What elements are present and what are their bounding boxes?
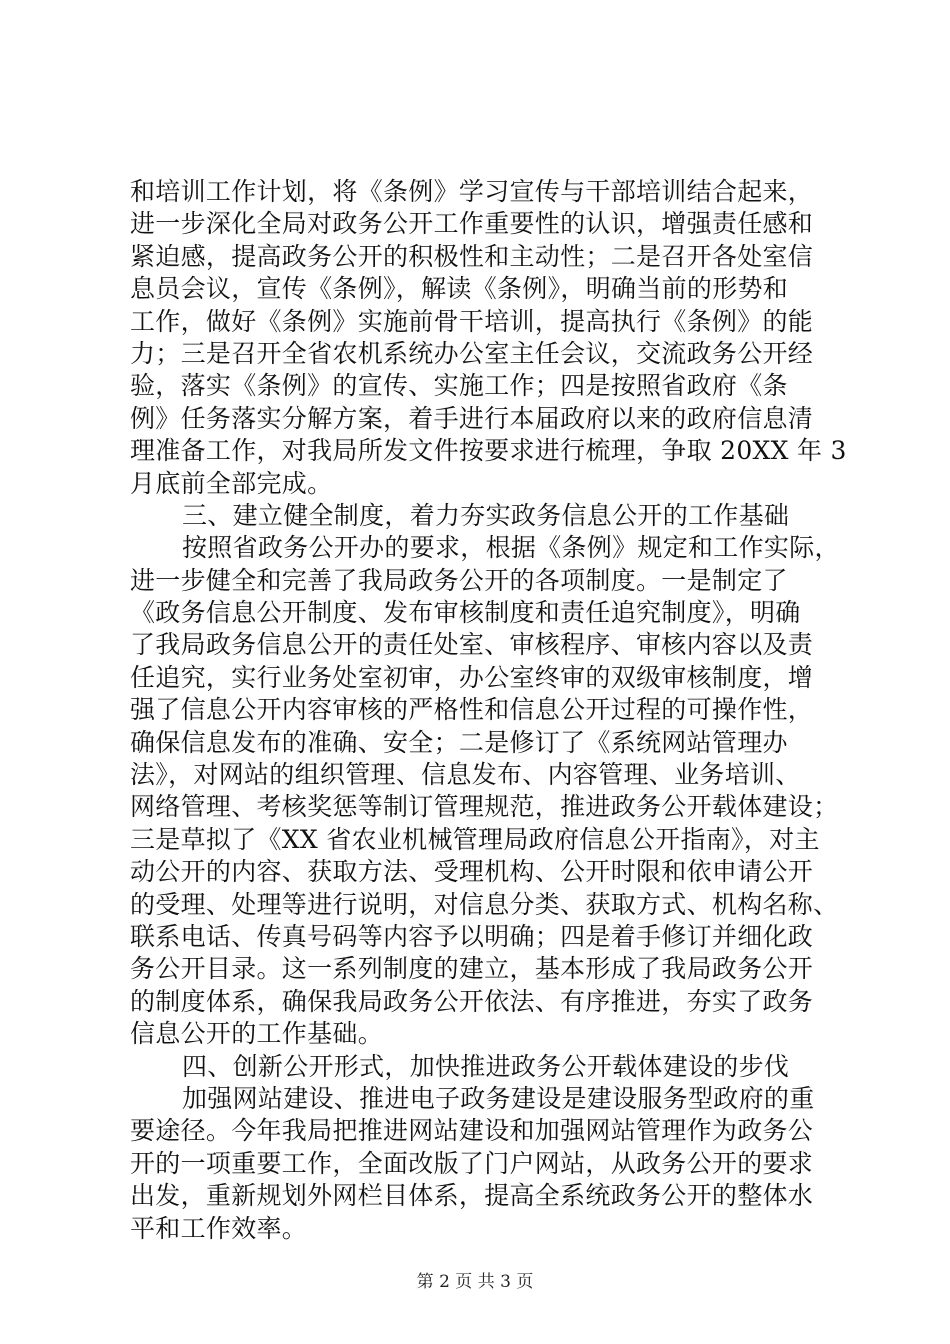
text-line: 按照省政务公开办的要求，根据《条例》规定和工作实际， [182,533,840,563]
text-line: 例》任务落实分解方案，着手进行本届政府以来的政府信息清 [130,403,814,433]
text-line: 进一步深化全局对政务公开工作重要性的认识，增强责任感和 [130,209,814,239]
text-line: 强了信息公开内容审核的严格性和信息公开过程的可操作性， [130,695,814,725]
text-line: 息员会议，宣传《条例》，解读《条例》，明确当前的形势和 [130,274,789,304]
text-line: 三、建立健全制度，着力夯实政务信息公开的工作基础 [182,500,790,530]
text-line: 加强网站建设、推进电子政务建设是建设服务型政府的重 [182,1083,815,1113]
text-line: 确保信息发布的准确、安全；二是修订了《系统网站管理办 [130,727,788,757]
text-line: 《政务信息公开制度、发布审核制度和责任追究制度》，明确 [130,598,801,628]
text-line: 开的一项重要工作，全面改版了门户网站，从政务公开的要求 [130,1148,814,1178]
text-line: 的受理、处理等进行说明，对信息分类、获取方式、机构名称、 [130,889,839,919]
text-line: 力；三是召开全省农机系统办公室主任会议，交流政务公开经 [130,338,814,368]
text-line: 任追究，实行业务处室初审，办公室终审的双级审核制度，增 [130,662,814,692]
text-line: 三是草拟了《XX 省农业机械管理局政府信息公开指南》，对主 [130,824,820,854]
text-line: 网络管理、考核奖惩等制订管理规范，推进政务公开载体建设； [130,792,839,822]
text-line: 平和工作效率。 [130,1213,308,1243]
text-line: 验，落实《条例》的宣传、实施工作；四是按照省政府《条 [130,371,788,401]
text-line: 务公开目录。这一系列制度的建立，基本形成了我局政务公开 [130,954,814,984]
text-line: 理准备工作，对我局所发文件按要求进行梳理，争取 20XX 年 3 [130,436,847,466]
text-line: 要途径。今年我局把推进网站建设和加强网站管理作为政务公 [130,1116,814,1146]
text-line: 信息公开的工作基础。 [130,1019,384,1049]
text-line: 出发，重新规划外网栏目体系，提高全系统政务公开的整体水 [130,1181,814,1211]
text-line: 工作，做好《条例》实施前骨干培训，提高执行《条例》的能 [130,306,814,336]
text-line: 四、创新公开形式，加快推进政务公开载体建设的步伐 [182,1051,790,1081]
page-footer: 第 2 页 共 3 页 [416,1272,534,1292]
text-line: 法》，对网站的组织管理、信息发布、内容管理、业务培训、 [130,760,801,790]
text-line: 的制度体系，确保我局政务公开依法、有序推进，夯实了政务 [130,986,814,1016]
text-line: 动公开的内容、获取方法、受理机构、公开时限和依申请公开 [130,857,814,887]
document-body [130,176,847,1245]
text-line: 和培训工作计划，将《条例》学习宣传与干部培训结合起来， [130,177,814,206]
text-line: 进一步健全和完善了我局政务公开的各项制度。一是制定了 [130,565,788,595]
text-line: 了我局政务信息公开的责任处室、审核程序、审核内容以及责 [130,630,814,660]
text-line: 紧迫感，提高政务公开的积极性和主动性；二是召开各处室信 [130,241,814,271]
text-line: 联系电话、传真号码等内容予以明确；四是着手修订并细化政 [130,921,814,951]
text-line: 月底前全部完成。 [130,468,333,498]
